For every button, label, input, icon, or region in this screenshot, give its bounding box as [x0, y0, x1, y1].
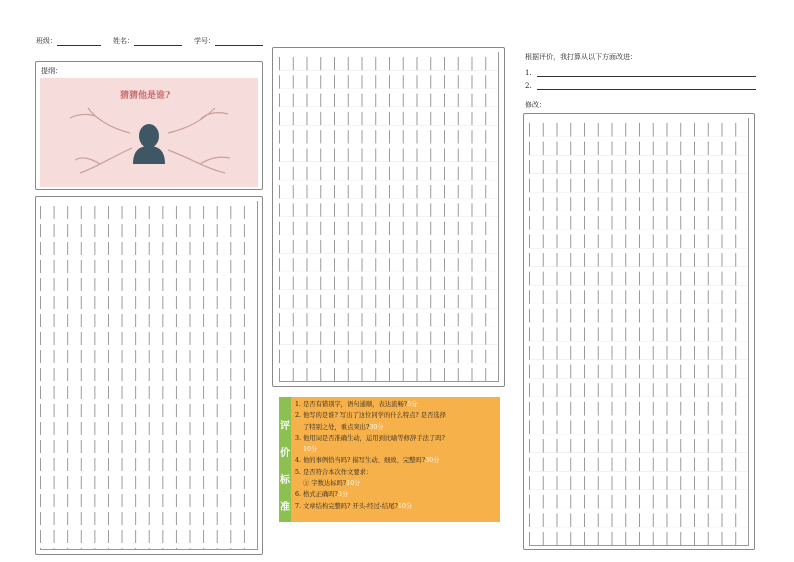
eval-item: 10分 [303, 446, 318, 454]
eval-item: 7. 文章结构完整吗? 开头-经过-结尾?10分 [295, 502, 413, 510]
writing-grid-right[interactable] [523, 113, 755, 550]
evaluation-list [295, 399, 498, 512]
prompt-image-title: 猜猜他是谁? [120, 91, 171, 101]
evaluation-side-label [279, 397, 291, 522]
name-label: 姓名： [113, 37, 134, 45]
improve-line-2[interactable] [537, 89, 756, 90]
eval-item: 2. 他写的是谁? 写出了这位同学的什么特点? 是否选择 [295, 412, 446, 420]
side-char: 价 [280, 448, 290, 459]
grid-cells [279, 52, 499, 382]
improve-line-2-label: 2. [525, 82, 532, 90]
eval-item: 1. 是否有错别字，语句通顺，表达流畅?5分 [295, 401, 418, 408]
grid-cells [40, 201, 258, 550]
improve-line-1-label: 1. [525, 69, 532, 77]
id-label: 学号： [194, 37, 215, 45]
prompt-panel [35, 61, 263, 190]
name-field[interactable] [134, 37, 182, 46]
class-label: 班级： [36, 37, 57, 45]
student-info-header [36, 36, 263, 46]
writing-grid-left[interactable] [35, 196, 263, 555]
eval-item: 6. 格式正确吗?5分 [295, 491, 349, 499]
prompt-label: 提纲： [41, 67, 62, 75]
prompt-image [40, 78, 258, 187]
eval-item: 5. 是否符合本次作文要求： [295, 468, 373, 476]
id-field[interactable] [215, 37, 263, 46]
improve-heading: 根据评价，我打算从以下方面改进： [525, 53, 637, 61]
improve-line-1[interactable] [537, 76, 756, 77]
side-char: 评 [280, 421, 290, 432]
revise-label: 修改： [525, 101, 546, 109]
eval-item: 3. 他用词是否准确生动，运用到比喻等修辞手法了吗? [295, 434, 445, 442]
class-field[interactable] [57, 37, 101, 46]
eval-item: 4. 他的事例恰当吗? 描写生动、细致、完整吗?30分 [295, 457, 440, 465]
writing-grid-middle[interactable] [272, 47, 505, 387]
grid-cells [529, 118, 749, 546]
side-char: 准 [280, 502, 290, 513]
silhouette-icon [40, 78, 258, 187]
side-char: 标 [280, 475, 290, 486]
evaluation-panel [279, 397, 500, 522]
eval-item: 了特别之处，重点突出?30分 [303, 423, 384, 431]
eval-item: ① 字数达标吗?10分 [303, 480, 361, 488]
